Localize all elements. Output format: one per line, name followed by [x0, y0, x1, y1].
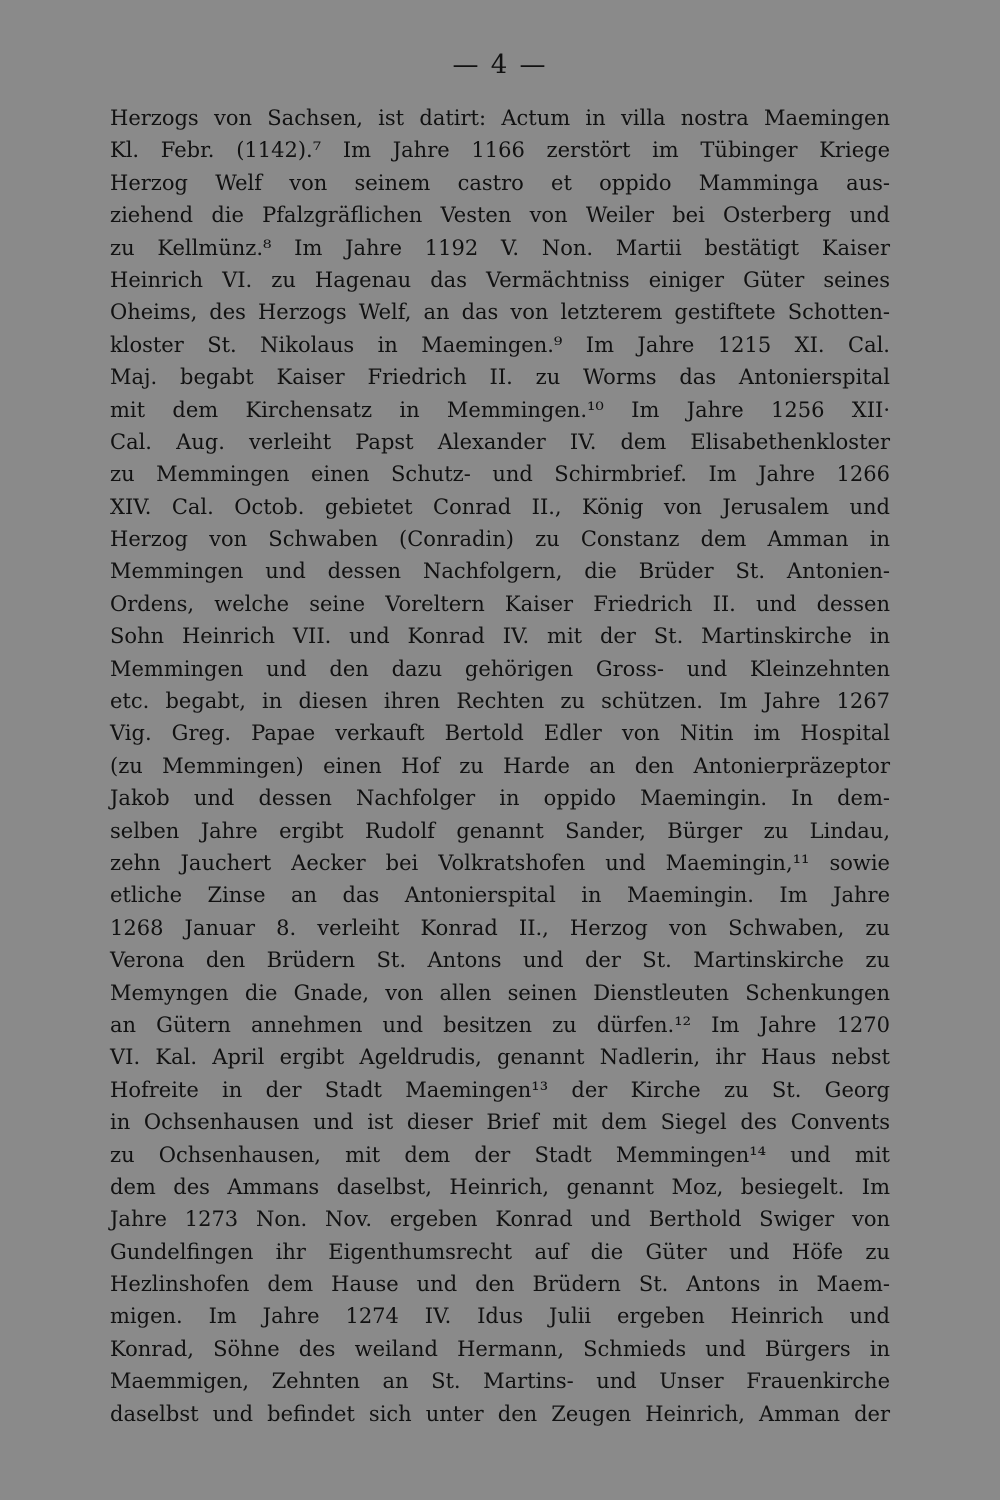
text-line: Memmingen und den dazu gehörigen Gross- und Kleinzehnten [110, 656, 890, 681]
text-line: Sohn Heinrich VII. und Konrad IV. mit der St. Martinskirche in [110, 624, 890, 649]
text-line: zu Kellmünz.⁸ Im Jahre 1192 V. Non. Martii bestätigt Kaiser [110, 235, 890, 260]
text-line: Heinrich VI. zu Hagenau das Vermächtniss einiger Güter seines [110, 267, 890, 292]
text-line: zehn Jauchert Aecker bei Volkratshofen und Maemingin,¹¹ sowie [110, 850, 890, 875]
text-line: Hofreite in der Stadt Maemingen¹³ der Kirche zu St. Georg [110, 1077, 890, 1102]
text-line: Cal. Aug. verleiht Papst Alexander IV. dem Elisabethenkloster [110, 429, 890, 454]
text-line: selben Jahre ergibt Rudolf genannt Sander, Bürger zu Lindau, [110, 818, 890, 843]
text-line: an Gütern annehmen und besitzen zu dürfen.¹² Im Jahre 1270 [110, 1012, 890, 1037]
text-line: Gundelfingen ihr Eigenthumsrecht auf die Güter und Höfe zu [110, 1239, 890, 1264]
text-line: Maemmigen, Zehnten an St. Martins- und Unser Frauenkirche [110, 1369, 890, 1394]
text-line: Herzog von Schwaben (Conradin) zu Constanz dem Amman in [110, 527, 890, 552]
text-line: Konrad, Söhne des weiland Hermann, Schmieds und Bürgers in [110, 1336, 890, 1361]
text-line: 1268 Januar 8. verleiht Konrad II., Herzog von Schwaben, zu [110, 915, 890, 940]
text-line: Verona den Brüdern St. Antons und der St. Martinskirche zu [110, 948, 890, 973]
text-line: (zu Memmingen) einen Hof zu Harde an den Antonierpräzeptor [110, 753, 890, 778]
text-line: dem des Ammans daselbst, Heinrich, genannt Moz, besiegelt. Im [110, 1174, 890, 1199]
text-line: Herzog Welf von seinem castro et oppido Mamminga aus- [110, 170, 890, 195]
page-number: — 4 — [452, 50, 548, 80]
text-line: Vig. Greg. Papae verkauft Bertold Edler von Nitin im Hospital [110, 721, 890, 746]
text-line: Hezlinshofen dem Hause und den Brüdern St. Antons in Maem- [110, 1272, 890, 1297]
text-line: VI. Kal. April ergibt Ageldrudis, genannt Nadlerin, ihr Haus nebst [110, 1045, 890, 1070]
text-line: Memmingen und dessen Nachfolgern, die Brüder St. Antonien- [110, 559, 890, 584]
text-line: Memyngen die Gnade, von allen seinen Dienstleuten Schenkungen [110, 980, 890, 1005]
text-line: etliche Zinse an das Antonierspital in Maemingin. Im Jahre [110, 883, 890, 908]
text-line: migen. Im Jahre 1274 IV. Idus Julii ergeben Heinrich und [110, 1304, 890, 1329]
text-line: Jakob und dessen Nachfolger in oppido Maemingin. In dem- [110, 786, 890, 811]
text-line: in Ochsenhausen und ist dieser Brief mit dem Siegel des Convents [110, 1110, 890, 1135]
text-line: XIV. Cal. Octob. gebietet Conrad II., König von Jerusalem und [110, 494, 890, 519]
text-line: etc. begabt, in diesen ihren Rechten zu schützen. Im Jahre 1267 [110, 689, 890, 714]
text-line: Kl. Febr. (1142).⁷ Im Jahre 1166 zerstört im Tübinger Kriege [110, 138, 890, 163]
text-line: zu Ochsenhausen, mit dem der Stadt Memmingen¹⁴ und mit [110, 1142, 890, 1167]
text-line: zu Memmingen einen Schutz- und Schirmbrief. Im Jahre 1266 [110, 462, 890, 487]
text-line: mit dem Kirchensatz in Memmingen.¹⁰ Im Jahre 1256 XII· [110, 397, 890, 422]
text-line: Jahre 1273 Non. Nov. ergeben Konrad und Berthold Swiger von [110, 1207, 890, 1232]
text-line: Oheims, des Herzogs Welf, an das von letzterem gestiftete Schotten- [110, 300, 890, 325]
body-text [110, 102, 890, 1430]
text-line: kloster St. Nikolaus in Maemingen.⁹ Im Jahre 1215 XI. Cal. [110, 332, 890, 357]
text-line: daselbst und befindet sich unter den Zeugen Heinrich, Amman der [110, 1401, 890, 1426]
text-line: Herzogs von Sachsen, ist datirt: Actum in villa nostra Maemingen [110, 106, 890, 130]
text-line: Ordens, welche seine Voreltern Kaiser Friedrich II. und dessen [110, 591, 890, 616]
text-line: ziehend die Pfalzgräflichen Vesten von Weiler bei Osterberg und [110, 203, 890, 228]
text-line: Maj. begabt Kaiser Friedrich II. zu Worms das Antonierspital [110, 365, 890, 390]
